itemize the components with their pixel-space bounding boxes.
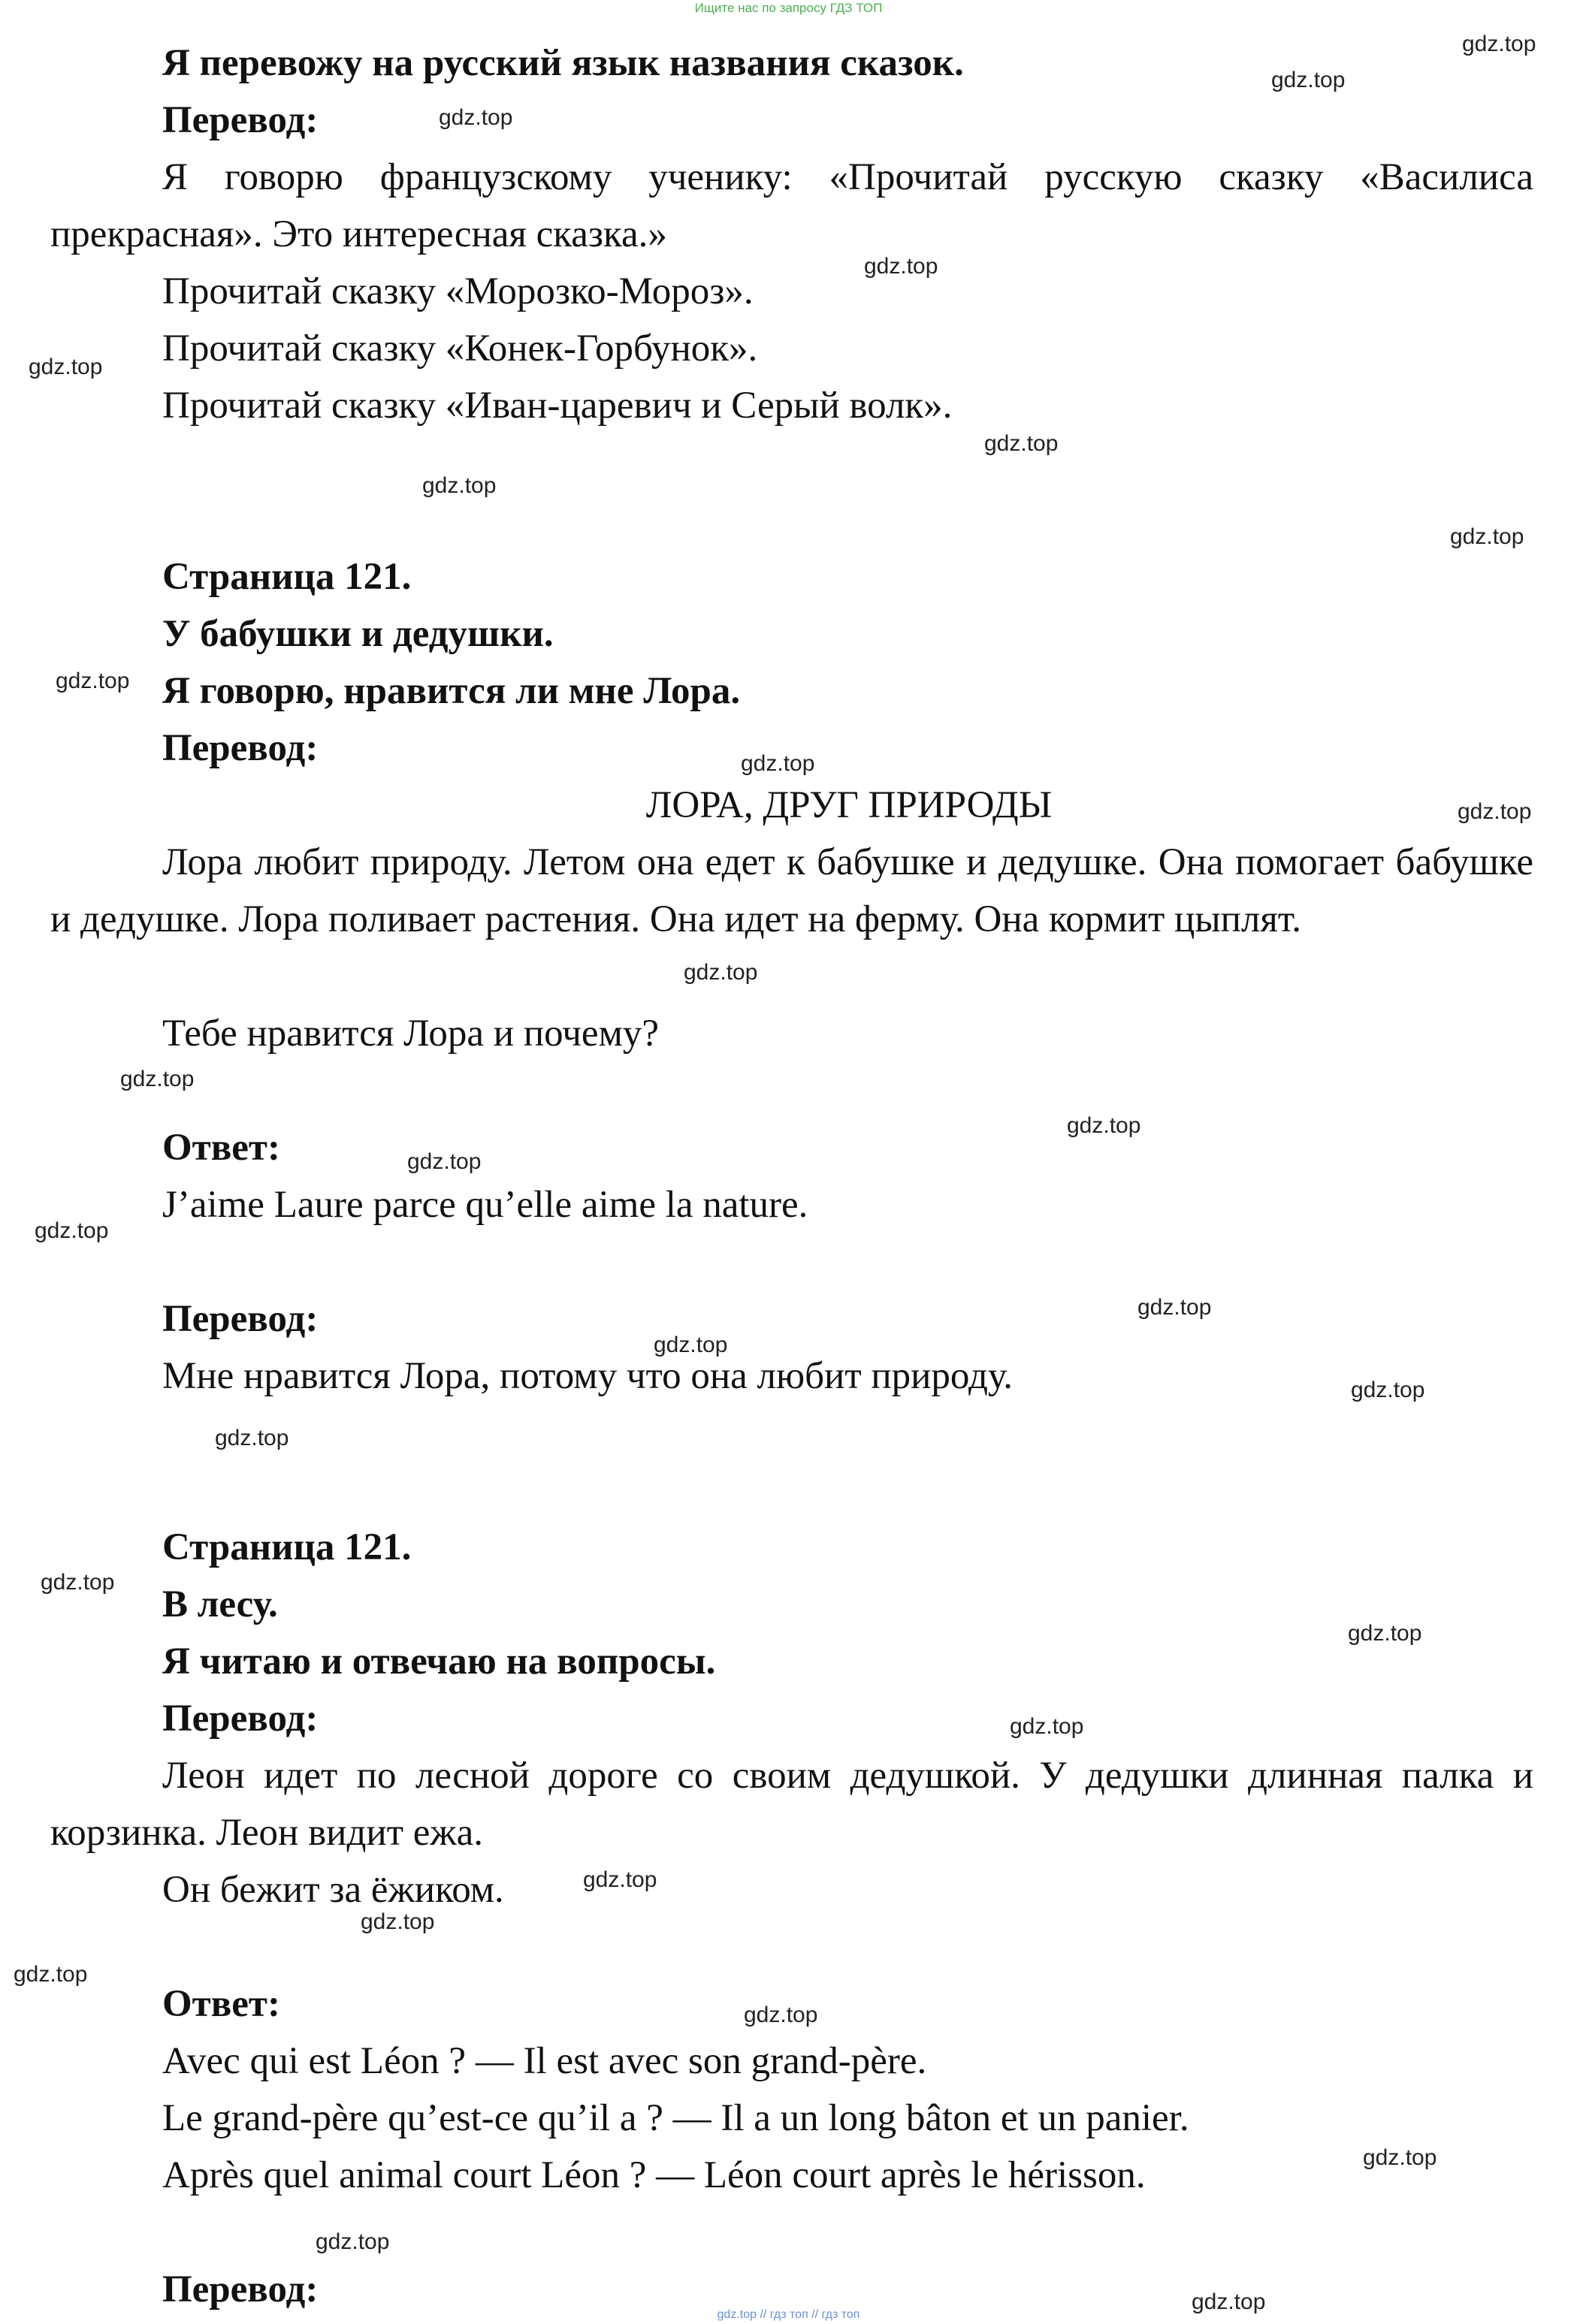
watermark: gdz.top <box>1363 2145 1437 2170</box>
section3-answer-3: Après quel animal court Léon ? — Léon court après le hérisson. <box>162 2154 1146 2196</box>
watermark: gdz.top <box>984 431 1059 456</box>
watermark: gdz.top <box>439 105 513 130</box>
section2-question: Тебе нравится Лора и почему? <box>162 1013 659 1055</box>
watermark: gdz.top <box>1192 2289 1266 2314</box>
section3-line: Он бежит за ёжиком. <box>162 1869 504 1911</box>
section3-answer-2: Le grand-père qu’est-ce qu’il a ? — Il a un long bâton et un panier. <box>162 2097 1189 2139</box>
watermark: gdz.top <box>654 1333 728 1357</box>
section3-title: В лесу. <box>162 1583 278 1625</box>
watermark: gdz.top <box>684 960 758 985</box>
watermark: gdz.top <box>41 1570 115 1595</box>
watermark: gdz.top <box>1271 68 1346 92</box>
section2-text-title: ЛОРА, ДРУГ ПРИРОДЫ <box>645 784 1053 826</box>
section1-paragraph: Я говорю французскому ученику: «Прочитай русскую сказку «Василиса прекрасная». Это интересная сказка.» <box>50 156 1533 255</box>
watermark: gdz.top <box>56 669 130 693</box>
section3-page: Страница 121. <box>162 1526 412 1568</box>
watermark: gdz.top <box>361 1909 435 1934</box>
watermark: gdz.top <box>316 2229 390 2254</box>
watermark: gdz.top <box>864 254 938 279</box>
watermark: gdz.top <box>1351 1378 1425 1402</box>
watermark: gdz.top <box>1462 32 1536 56</box>
watermark: gdz.top <box>1137 1295 1212 1320</box>
watermark: gdz.top <box>1450 524 1524 549</box>
watermark: gdz.top <box>14 1962 88 1987</box>
section3-paragraph: Леон идет по лесной дороге со своим дедушкой. У дедушки длинная палка и корзинка. Леон видит ежа. <box>50 1755 1533 1854</box>
section2-answer-label: Ответ: <box>162 1127 280 1169</box>
watermark: gdz.top <box>422 473 497 498</box>
watermark: gdz.top <box>744 2003 818 2027</box>
section2-paragraph: Лора любит природу. Летом она едет к бабушке и дедушке. Она помогает бабушке и дедушке. Лора поливает растения. Она идет на ферму. Она кормит цыплят. <box>50 841 1533 940</box>
watermark: gdz.top <box>215 1426 289 1450</box>
section2-title: У бабушки и дедушки. <box>162 613 554 655</box>
watermark: gdz.top <box>29 355 103 379</box>
bottom-banner[interactable]: gdz.top // гдз топ // гдз топ <box>717 2308 860 2321</box>
section3-task: Я читаю и отвечаю на вопросы. <box>162 1640 716 1683</box>
section2-answer-translation: Мне нравится Лора, потому что она любит природу. <box>162 1355 1014 1397</box>
section2-page: Страница 121. <box>162 556 412 598</box>
section1-line-3: Прочитай сказку «Иван-царевич и Серый волк». <box>162 385 953 427</box>
section2-answer: J’aime Laure parce qu’elle aime la nature. <box>162 1184 808 1226</box>
section1-translation-label: Перевод: <box>162 99 319 141</box>
watermark: gdz.top <box>1458 799 1532 824</box>
section1-line-2: Прочитай сказку «Конек-Горбунок». <box>162 327 758 370</box>
watermark: gdz.top <box>1348 1621 1422 1646</box>
watermark: gdz.top <box>407 1149 482 1174</box>
watermark: gdz.top <box>1010 1714 1084 1739</box>
section2-task: Я говорю, нравится ли мне Лора. <box>162 670 741 712</box>
section3-answer-label: Ответ: <box>162 1983 280 2025</box>
watermark: gdz.top <box>120 1067 195 1091</box>
watermark: gdz.top <box>583 1867 657 1892</box>
section1-line-1: Прочитай сказку «Морозко-Мороз». <box>162 270 754 312</box>
section3-translation-label-2: Перевод: <box>162 2268 319 2310</box>
section2-translation-label-2: Перевод: <box>162 1298 319 1340</box>
top-banner[interactable]: Ищите нас по запросу ГДЗ ТОП <box>694 1 883 15</box>
watermark: gdz.top <box>1067 1113 1141 1138</box>
watermark: gdz.top <box>35 1218 109 1243</box>
watermark: gdz.top <box>741 751 815 776</box>
section1-heading: Я перевожу на русский язык названия сказок. <box>162 42 964 84</box>
section2-translation-label: Перевод: <box>162 727 319 769</box>
section3-translation-label: Перевод: <box>162 1698 319 1740</box>
section3-answer-1: Avec qui est Léon ? — Il est avec son grand-père. <box>162 2040 927 2082</box>
